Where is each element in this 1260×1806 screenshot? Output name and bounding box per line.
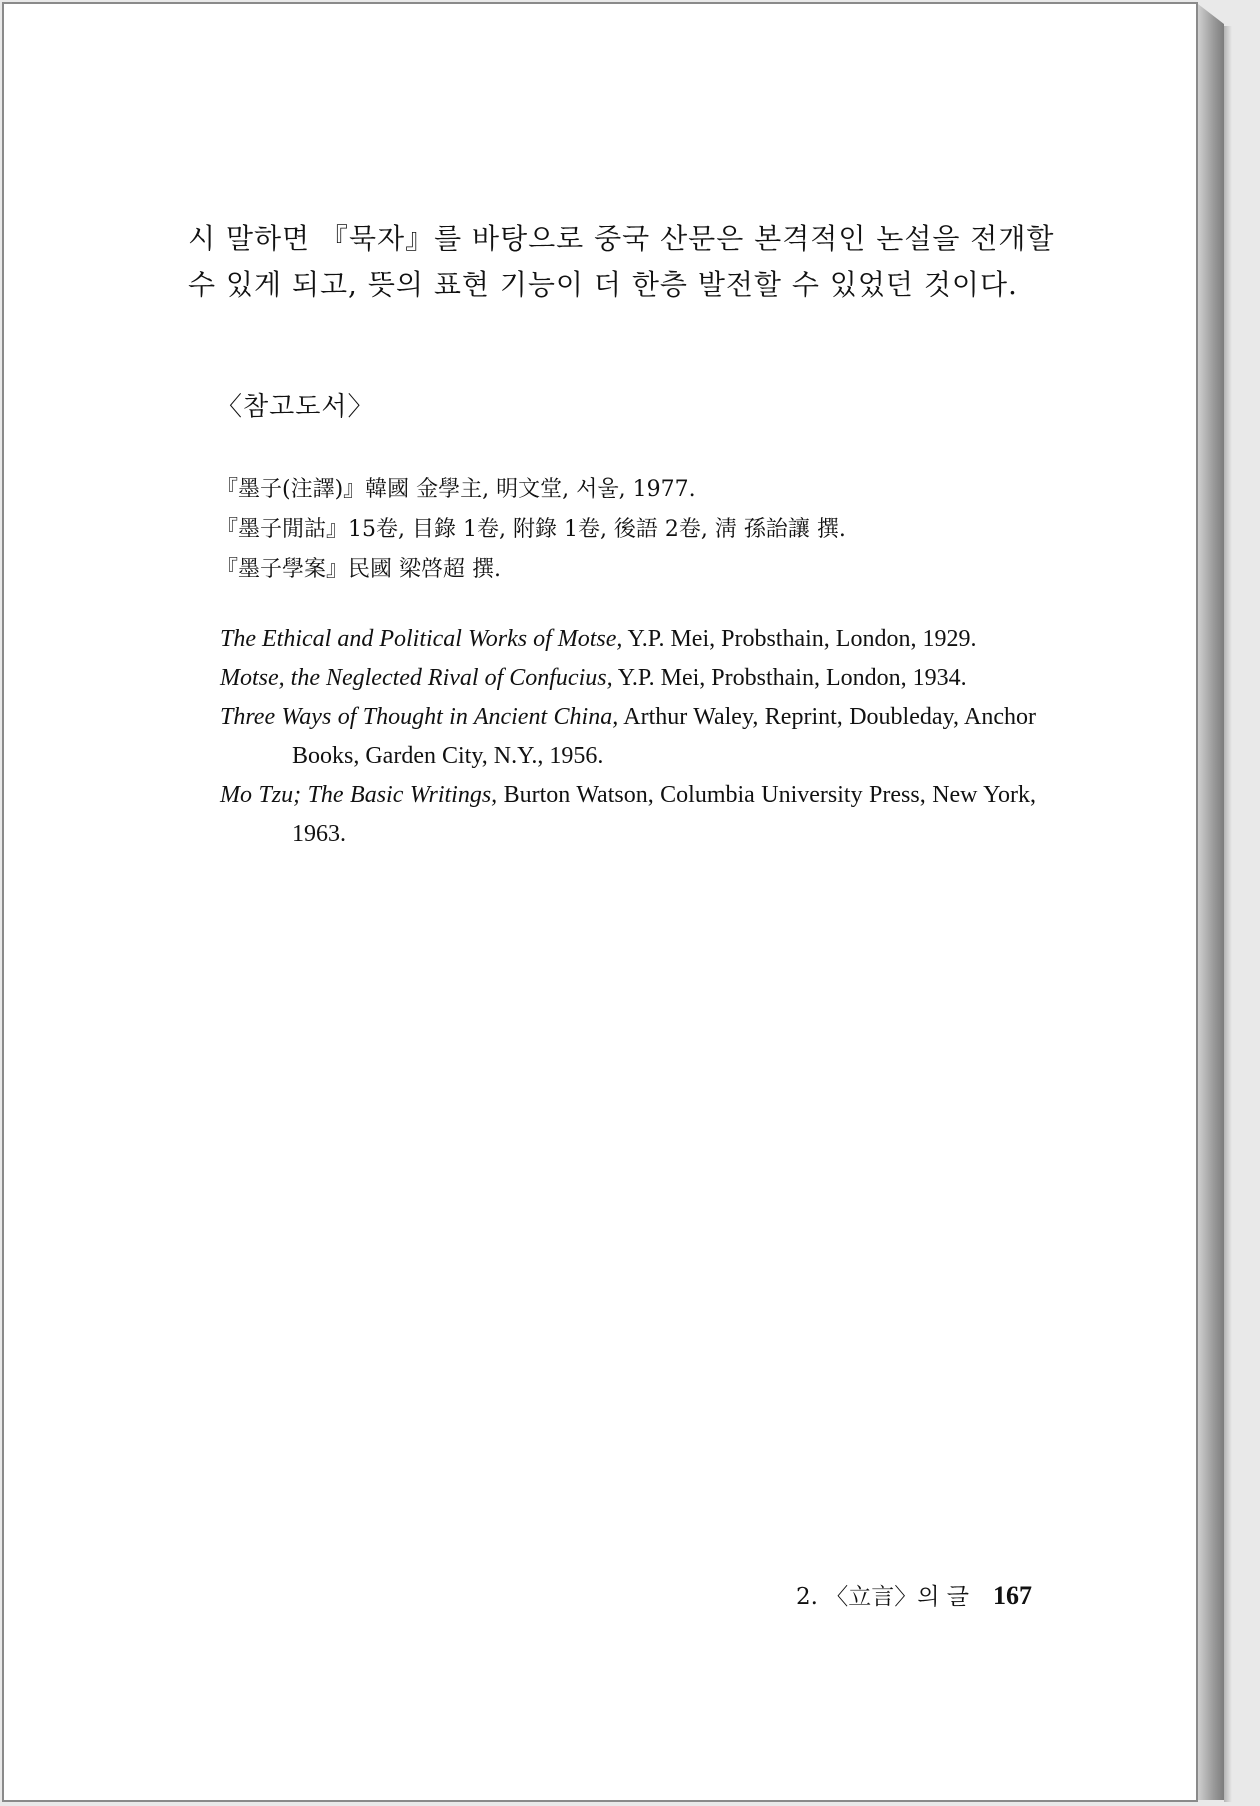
reference-title: Mo Tzu; The Basic Writings, [220,782,498,808]
english-reference-2 [220,659,1036,698]
english-references-list [220,620,1036,854]
cjk-reference-3: 『墨子學案』民國 梁啓超 撰. [216,557,501,582]
body-line-1: 시 말하면 『묵자』를 바탕으로 중국 산문은 본격적인 논설을 전개할 [188,222,1055,255]
reference-details: Burton Watson, Columbia University Press, New York, 1963. [292,782,1036,847]
cjk-reference-1: 『墨子(注譯)』韓國 金學主, 明文堂, 서울, 1977. [216,477,696,502]
book-page [2,2,1198,1802]
reference-title: Motse, the Neglected Rival of Confucius, [220,665,613,691]
cjk-references-list [216,470,1076,590]
references-heading: 〈참고도서〉 [216,392,375,422]
body-paragraph [188,216,1055,308]
reference-details: Y.P. Mei, Probsthain, London, 1929. [622,626,977,652]
body-line-2: 수 있게 되고, 뜻의 표현 기능이 더 한층 발전할 수 있었던 것이다. [188,268,1018,301]
drop-shadow [1224,26,1232,1802]
reference-title: The Ethical and Political Works of Motse, [220,626,623,652]
reference-details: Y.P. Mei, Probsthain, London, 1934. [612,665,967,691]
english-reference-3 [220,698,1036,776]
page-number: 167 [993,1581,1033,1610]
reference-title: Three Ways of Thought in Ancient China, [220,704,619,730]
page-edge-shadow [1198,4,1224,1800]
english-reference-1 [220,620,1036,659]
running-footer [796,1578,1032,1611]
reference-details: Arthur Waley, Reprint, Doubleday, Anchor Books, Garden City, N.Y., 1956. [292,704,1037,769]
footer-section-title: 2. 〈立言〉의 글 [796,1584,970,1610]
english-reference-4 [220,776,1036,854]
cjk-reference-2: 『墨子閒詁』15卷, 目錄 1卷, 附錄 1卷, 後語 2卷, 淸 孫詒讓 撰. [216,517,846,542]
